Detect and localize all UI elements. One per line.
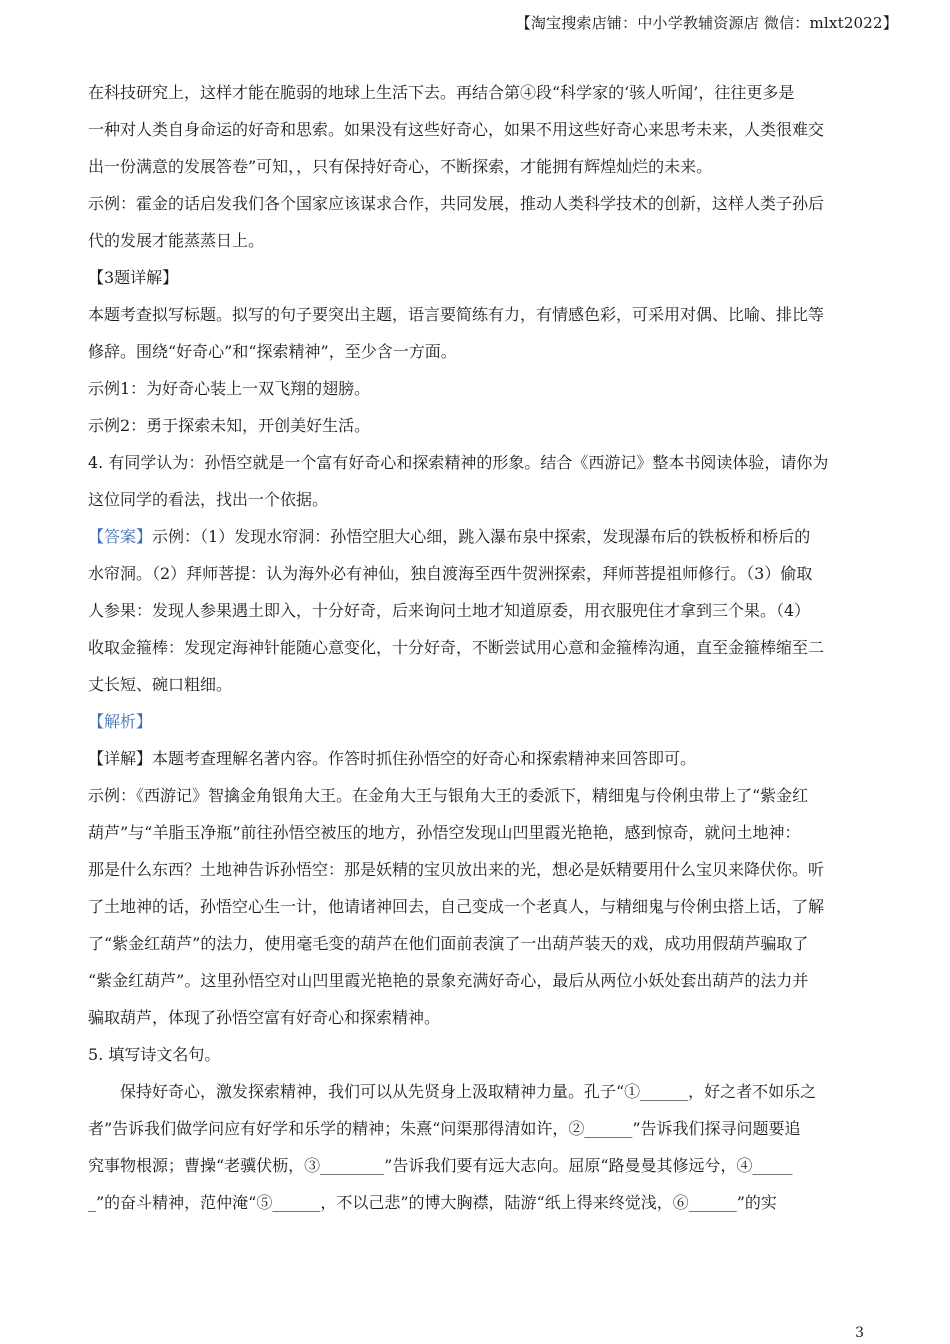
line-text: 葫芦”与“羊脂玉净瓶”前往孙悟空被压的地方，孙悟空发现山凹里霞光艳艳，感到惊奇，就问土地神： xyxy=(88,823,801,842)
text-line xyxy=(88,74,864,111)
text-line xyxy=(88,1036,864,1073)
line-text: 5. 填写诗文名句。 xyxy=(88,1045,221,1064)
line-text: 保持好奇心，激发探索精神，我们可以从先贤身上汲取精神力量。孔子“①______，好之者不如乐之 xyxy=(120,1082,817,1101)
line-text: 示例：霍金的话启发我们各个国家应该谋求合作，共同发展，推动人类科学技术的创新，这样人类子孙后 xyxy=(88,194,825,213)
line-text: 示例：（1）发现水帘洞：孙悟空胆大心细，跳入瀑布泉中探索，发现瀑布后的铁板桥和桥后的 xyxy=(152,527,811,546)
page-number: 3 xyxy=(855,1325,864,1341)
line-text: 了“紫金红葫芦”的法力，使用毫毛变的葫芦在他们面前表演了一出葫芦装天的戏，成功用假葫芦骗取了 xyxy=(88,934,809,953)
text-line xyxy=(88,629,864,666)
text-line xyxy=(88,814,864,851)
text-line xyxy=(88,148,864,185)
line-text: 丈长短、碗口粗细。 xyxy=(88,675,233,694)
text-line xyxy=(88,1147,864,1184)
text-line xyxy=(88,703,864,740)
text-line xyxy=(88,592,864,629)
text-line xyxy=(88,962,864,999)
line-text: 收取金箍棒：发现定海神针能随心意变化，十分好奇，不断尝试用心意和金箍棒沟通，直至金箍棒缩至二 xyxy=(88,638,825,657)
page-header-watermark: 【淘宝搜索店铺：中小学教辅资源店 微信：mlxt2022】 xyxy=(515,14,898,32)
section-tag: 【解析】 xyxy=(88,712,153,731)
line-text: 【详解】本题考查理解名著内容。作答时抓住孙悟空的好奇心和探索精神来回答即可。 xyxy=(88,749,697,768)
line-text: 示例1：为好奇心装上一双飞翔的翅膀。 xyxy=(88,379,371,398)
line-text: 示例2：勇于探索未知，开创美好生活。 xyxy=(88,416,371,435)
document-body xyxy=(88,74,864,1221)
line-text: 究事物根源；曹操“老骥伏枥，③________”告诉我们要有远大志向。屈原“路曼曼其修远兮，④_____ xyxy=(88,1156,793,1175)
line-text: 那是什么东西？土地神告诉孙悟空：那是妖精的宝贝放出来的光，想必是妖精要用什么宝贝来降伏你。听 xyxy=(88,860,825,879)
text-line xyxy=(88,222,864,259)
line-text: _”的奋斗精神，范仲淹“⑤______，不以己悲”的博大胸襟，陆游“纸上得来终觉浅，⑥______”的实 xyxy=(88,1193,777,1212)
section-tag: 【答案】 xyxy=(88,527,153,546)
line-text: 一种对人类自身命运的好奇和思索。如果没有这些好奇心，如果不用这些好奇心来思考未来，人类很难交 xyxy=(88,120,825,139)
text-line xyxy=(88,1110,864,1147)
text-line xyxy=(88,259,864,296)
text-line xyxy=(88,777,864,814)
line-text: 【3题详解】 xyxy=(88,268,179,287)
line-text: 骗取葫芦，体现了孙悟空富有好奇心和探索精神。 xyxy=(88,1008,441,1027)
text-line xyxy=(88,925,864,962)
text-line xyxy=(88,333,864,370)
text-line xyxy=(88,999,864,1036)
text-line xyxy=(88,888,864,925)
text-line xyxy=(88,666,864,703)
line-text: 这位同学的看法，找出一个依据。 xyxy=(88,490,329,509)
text-line xyxy=(88,1073,864,1110)
text-line xyxy=(88,370,864,407)
line-text: 者”告诉我们做学问应有好学和乐学的精神；朱熹“问渠那得清如许，②______”告诉我们探寻问题要追 xyxy=(88,1119,801,1138)
line-text: 代的发展才能蒸蒸日上。 xyxy=(88,231,265,250)
line-text: 4. 有同学认为：孙悟空就是一个富有好奇心和探索精神的形象。结合《西游记》整本书阅读体验，请你为 xyxy=(88,453,829,472)
text-line xyxy=(88,407,864,444)
text-line xyxy=(88,185,864,222)
line-text: 本题考查拟写标题。拟写的句子要突出主题，语言要简练有力，有情感色彩，可采用对偶、比喻、排比等 xyxy=(88,305,825,324)
text-line xyxy=(88,518,864,555)
text-line xyxy=(88,851,864,888)
text-line xyxy=(88,555,864,592)
line-text: 水帘洞。（2）拜师菩提：认为海外必有神仙，独自渡海至西牛贺洲探索，拜师菩提祖师修行。（3）偷取 xyxy=(88,564,813,583)
line-text: 示例：《西游记》智擒金角银角大王。在金角大王与银角大王的委派下，精细鬼与伶俐虫带上了“紫金红 xyxy=(88,786,809,805)
line-text: 在科技研究上，这样才能在脆弱的地球上生活下去。再结合第④段“科学家的‘骇人听闻’，往往更多是 xyxy=(88,83,795,102)
text-line xyxy=(88,444,864,481)
line-text: 人参果：发现人参果遇土即入，十分好奇，后来询问土地才知道原委，用衣服兜住才拿到三个果。（4） xyxy=(88,601,811,620)
line-text: “紫金红葫芦”。这里孙悟空对山凹里霞光艳艳的景象充满好奇心，最后从两位小妖处套出葫芦的法力并 xyxy=(88,971,809,990)
line-text: 了土地神的话，孙悟空心生一计，他请诸神回去，自己变成一个老真人，与精细鬼与伶俐虫搭上话，了解 xyxy=(88,897,825,916)
text-line xyxy=(88,1184,864,1221)
line-text: 修辞。围绕“好奇心”和“探索精神”，至少含一方面。 xyxy=(88,342,457,361)
text-line xyxy=(88,111,864,148)
text-line xyxy=(88,740,864,777)
text-line xyxy=(88,296,864,333)
line-text: 出一份满意的发展答卷”可知，，只有保持好奇心，不断探索，才能拥有辉煌灿烂的未来。 xyxy=(88,157,713,176)
text-line xyxy=(88,481,864,518)
